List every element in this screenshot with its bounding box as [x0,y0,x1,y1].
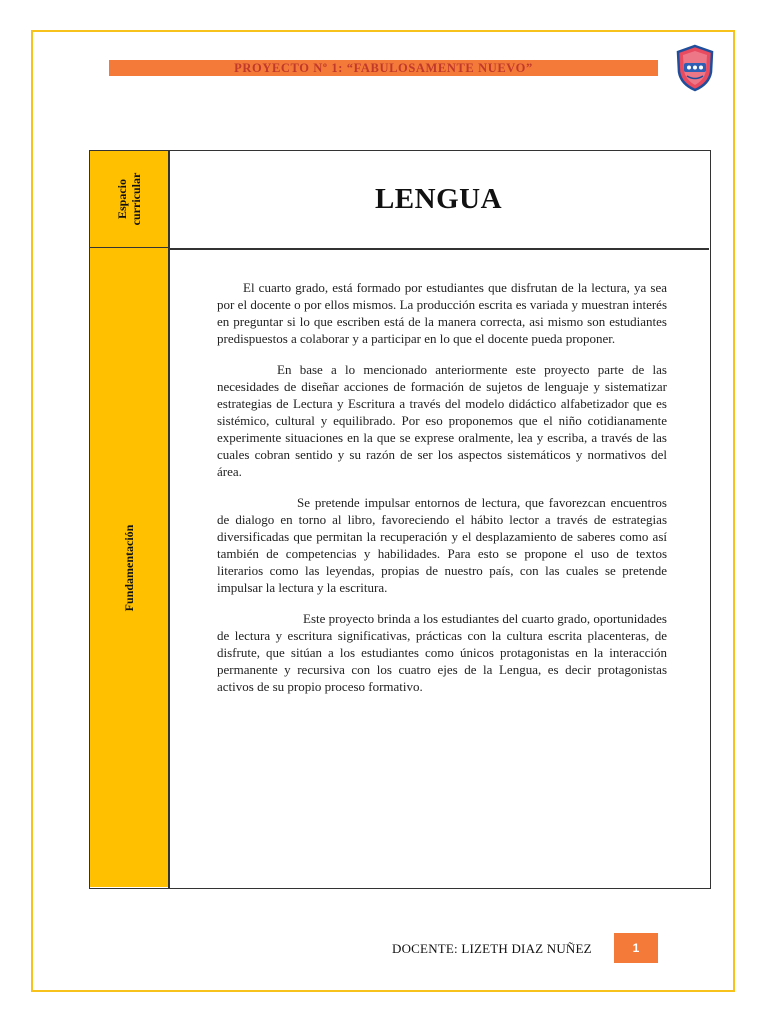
row-divider [168,248,709,250]
side-cell-espacio-curricular [90,151,168,248]
subject-title: LENGUA [374,183,503,215]
side-label-fundamentacion: Fundamentación [122,524,136,611]
side-cell-fundamentacion [90,248,168,887]
fundamentacion-text [217,279,667,709]
paragraph: En base a lo mencionado anteriormente este proyecto parte de las necesidades de diseñar acciones de formación de sujetos de lenguaje y sistematizar estrategias de Lectura y Escritura a través del modelo didáctico alfabetizador que es sistémico, cultural y equilibrado. Por eso proponemos que el niño cotidianamente experimente situaciones en la que se exprese oralmente, lea y escriba, a través de las cuales cobran sentido y su razón de ser los aspectos sistemáticos y normativos del área. [217,362,667,479]
footer-docente: DOCENTE: LIZETH DIAZ NUÑEZ [392,941,592,956]
school-shield-logo-icon [675,44,715,92]
paragraph: Este proyecto brinda a los estudiantes del cuarto grado, oportunidades de lectura y escritura significativas, prácticas con la cultura escrita placenteras, de disfrute, que sitúan a los estudiantes como únicos protagonistas en la interacción permanente y recursiva con los cuatro ejes de la Lengua, es decir protagonistas activos de su propio proceso formativo. [217,611,667,694]
side-label-espacio-curricular: Espacio curricular [115,172,143,226]
paragraph: Se pretende impulsar entornos de lectura, que favorezcan encuentros de dialogo en torno al libro, favoreciendo el hábito lector a través de estrategias diversificadas que permitan la recuperación y el desplazamiento de saberes como así también de competencias y habilidades. Para esto se propone el uso de textos literarios como las leyendas, propias de nuestro país, con las cuales se pretende impulsar la lectura y la escritura. [217,495,667,595]
column-divider [168,151,170,888]
content-table [89,150,711,889]
project-title: PROYECTO Nº 1: “FABULOSAMENTE NUEVO” [234,61,533,75]
page-number: 1 [614,933,658,963]
paragraph: El cuarto grado, está formado por estudiantes que disfrutan de la lectura, ya sea por el docente o por ellos mismos. La producción escrita es variada y muestran interés en preguntar si lo que escriben está de la manera correcta, asi mismo son estudiantes predispuestos a colaborar y a participar en lo que el docente pueda proponer. [217,280,667,346]
